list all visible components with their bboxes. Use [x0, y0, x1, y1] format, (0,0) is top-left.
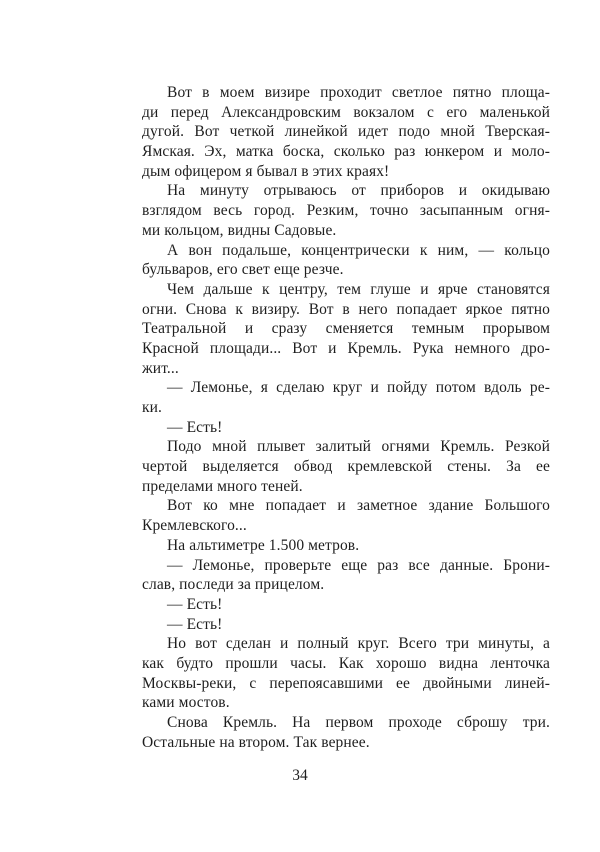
text-line: ми кольцом, видны Садовые. — [142, 221, 337, 239]
text-line: На минуту отрываюсь от приборов и окидываю — [167, 182, 550, 200]
text-line: А вон подальше, концентрически к ним, — кольцо — [167, 241, 550, 259]
text-line: Чем дальше к центру, тем глуше и ярче становятся — [167, 280, 550, 298]
text-line: Красной площади... Вот и Кремль. Рука немного дро- — [142, 339, 550, 357]
text-line: На альтиметре 1.500 метров. — [167, 536, 360, 554]
text-line: Но вот сделан и полный круг. Всего три минуты, а — [167, 635, 550, 653]
text-line: Вот в моем визире проходит светлое пятно площа- — [167, 84, 550, 101]
text-line: бульваров, его свет еще резче. — [142, 261, 344, 279]
text-line: Москвы-реки, с перепоясавшими ее двойными линей- — [142, 674, 550, 692]
text-line: Остальные на втором. Так вернее. — [142, 733, 370, 751]
text-line: Подо мной плывет залитый огнями Кремль. Резкой — [167, 438, 550, 456]
text-line: Снова Кремль. На первом проходе сброшу три. — [167, 714, 550, 731]
text-line: — Лемонье, я сделаю круг и пойду потом вдоль ре- — [167, 379, 550, 397]
text-line: дугой. Вот четкой линейкой идет подо мной Тверская- — [142, 123, 550, 141]
text-line: Вот ко мне попадает и заметное здание Большого — [167, 497, 550, 515]
text-line: ками мостов. — [142, 694, 230, 712]
text-line: огни. Снова к визиру. Вот в него попадает яркое пятно — [142, 300, 550, 318]
text-line: как будто прошли часы. Как хорошо видна ленточка — [142, 654, 550, 672]
text-line: Ямская. Эх, матка боска, сколько раз юнкером и моло- — [142, 143, 550, 161]
text-line: Театральной и сразу сменяется темным прорывом — [142, 320, 550, 338]
text-line: ди перед Александровским вокзалом с его маленькой — [142, 103, 550, 121]
page-number: 34 — [292, 767, 308, 784]
text-line: Кремлевского... — [142, 517, 247, 535]
text-line: — Есть! — [167, 418, 223, 436]
text-line: жит... — [142, 359, 179, 377]
text-line: дым офицером я бывал в этих краях! — [142, 162, 390, 180]
text-line: чертой выделяется обвод кремлевской стены. За ее — [142, 458, 550, 476]
text-line: слав, последи за прицелом. — [142, 576, 325, 594]
text-line: ки. — [142, 399, 163, 416]
page-text — [142, 83, 550, 752]
text-line: пределами много теней. — [142, 477, 303, 495]
text-line: взглядом весь город. Резким, точно засыпанным огня- — [142, 202, 550, 220]
text-line: — Есть! — [167, 615, 223, 633]
text-line: — Есть! — [167, 595, 223, 613]
text-line: — Лемонье, проверьте еще раз все данные. Брони- — [167, 556, 550, 574]
